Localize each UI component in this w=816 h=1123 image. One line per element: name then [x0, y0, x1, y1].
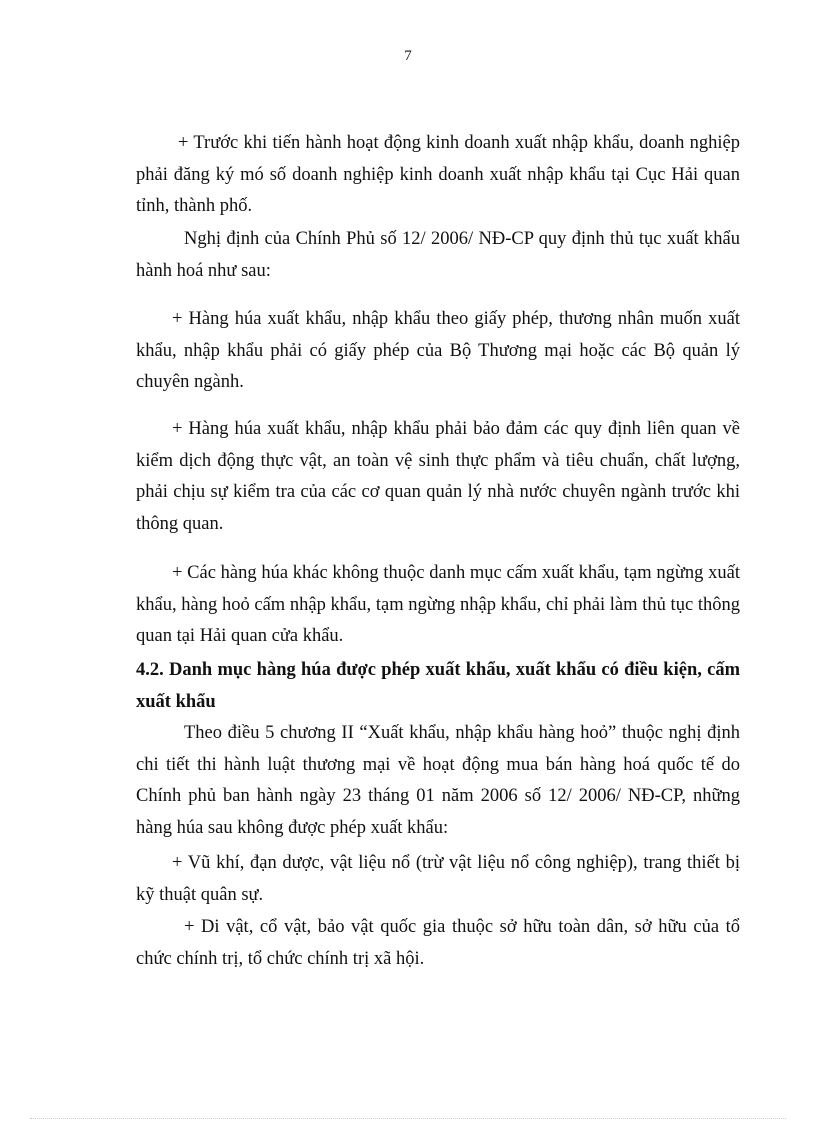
paragraph-weapons: + Vũ khí, đạn dược, vật liệu nổ (trừ vật liệu nổ công nghiệp), trang thiết bị kỹ thuật quân sự.	[136, 853, 740, 905]
paragraph-article-5: Theo điều 5 chương II “Xuất khẩu, nhập khẩu hàng hoỏ” thuộc nghị định chi tiết thi hành luật thương mại về hoạt động mua bán hàng hoá quốc tế do Chính phủ ban hành ngày 23 tháng 01 năm 2006 số 12/ 2006/ NĐ-CP, những hàng húa sau không được phép xuất khẩu:	[136, 723, 740, 838]
page-number: 7	[404, 48, 412, 64]
paragraph-antiques: + Di vật, cổ vật, bảo vật quốc gia thuộc sở hữu toàn dân, sở hữu của tổ chức chính trị, tổ chức chính trị xã hội.	[136, 917, 740, 969]
paragraph-other-goods: + Các hàng húa khác không thuộc danh mục cấm xuất khẩu, tạm ngừng xuất khẩu, hàng hoỏ cấm nhập khẩu, tạm ngừng nhập khẩu, chỉ phải làm thủ tục thông quan tại Hải quan cửa khẩu.	[136, 563, 740, 646]
paragraph-business-registration: + Trước khi tiến hành hoạt động kinh doanh xuất nhập khẩu, doanh nghiệp phải đăng ký mó số doanh nghiệp kinh doanh xuất nhập khẩu tại Cục Hải quan tỉnh, thành phố.	[136, 133, 740, 216]
section-heading: 4.2. Danh mục hàng húa được phép xuất khẩu, xuất khẩu có điều kiện, cấm xuất khẩu	[136, 660, 740, 712]
paragraph-licensed-goods: + Hàng húa xuất khẩu, nhập khẩu theo giấy phép, thương nhân muốn xuất khẩu, nhập khẩu phải có giấy phép của Bộ Thương mại hoặc các Bộ quản lý chuyên ngành.	[136, 309, 740, 392]
paragraph-quarantine-goods: + Hàng húa xuất khẩu, nhập khẩu phải bảo đảm các quy định liên quan về kiểm dịch động thực vật, an toàn vệ sinh thực phẩm và tiêu chuẩn, chất lượng, phải chịu sự kiểm tra của các cơ quan quản lý nhà nước chuyên ngành trước khi thông quan.	[136, 419, 740, 534]
paragraph-decree-intro: Nghị định của Chính Phủ số 12/ 2006/ NĐ-CP quy định thủ tục xuất khẩu hành hoá như sau:	[136, 229, 740, 281]
page-bottom-rule	[30, 1118, 786, 1119]
